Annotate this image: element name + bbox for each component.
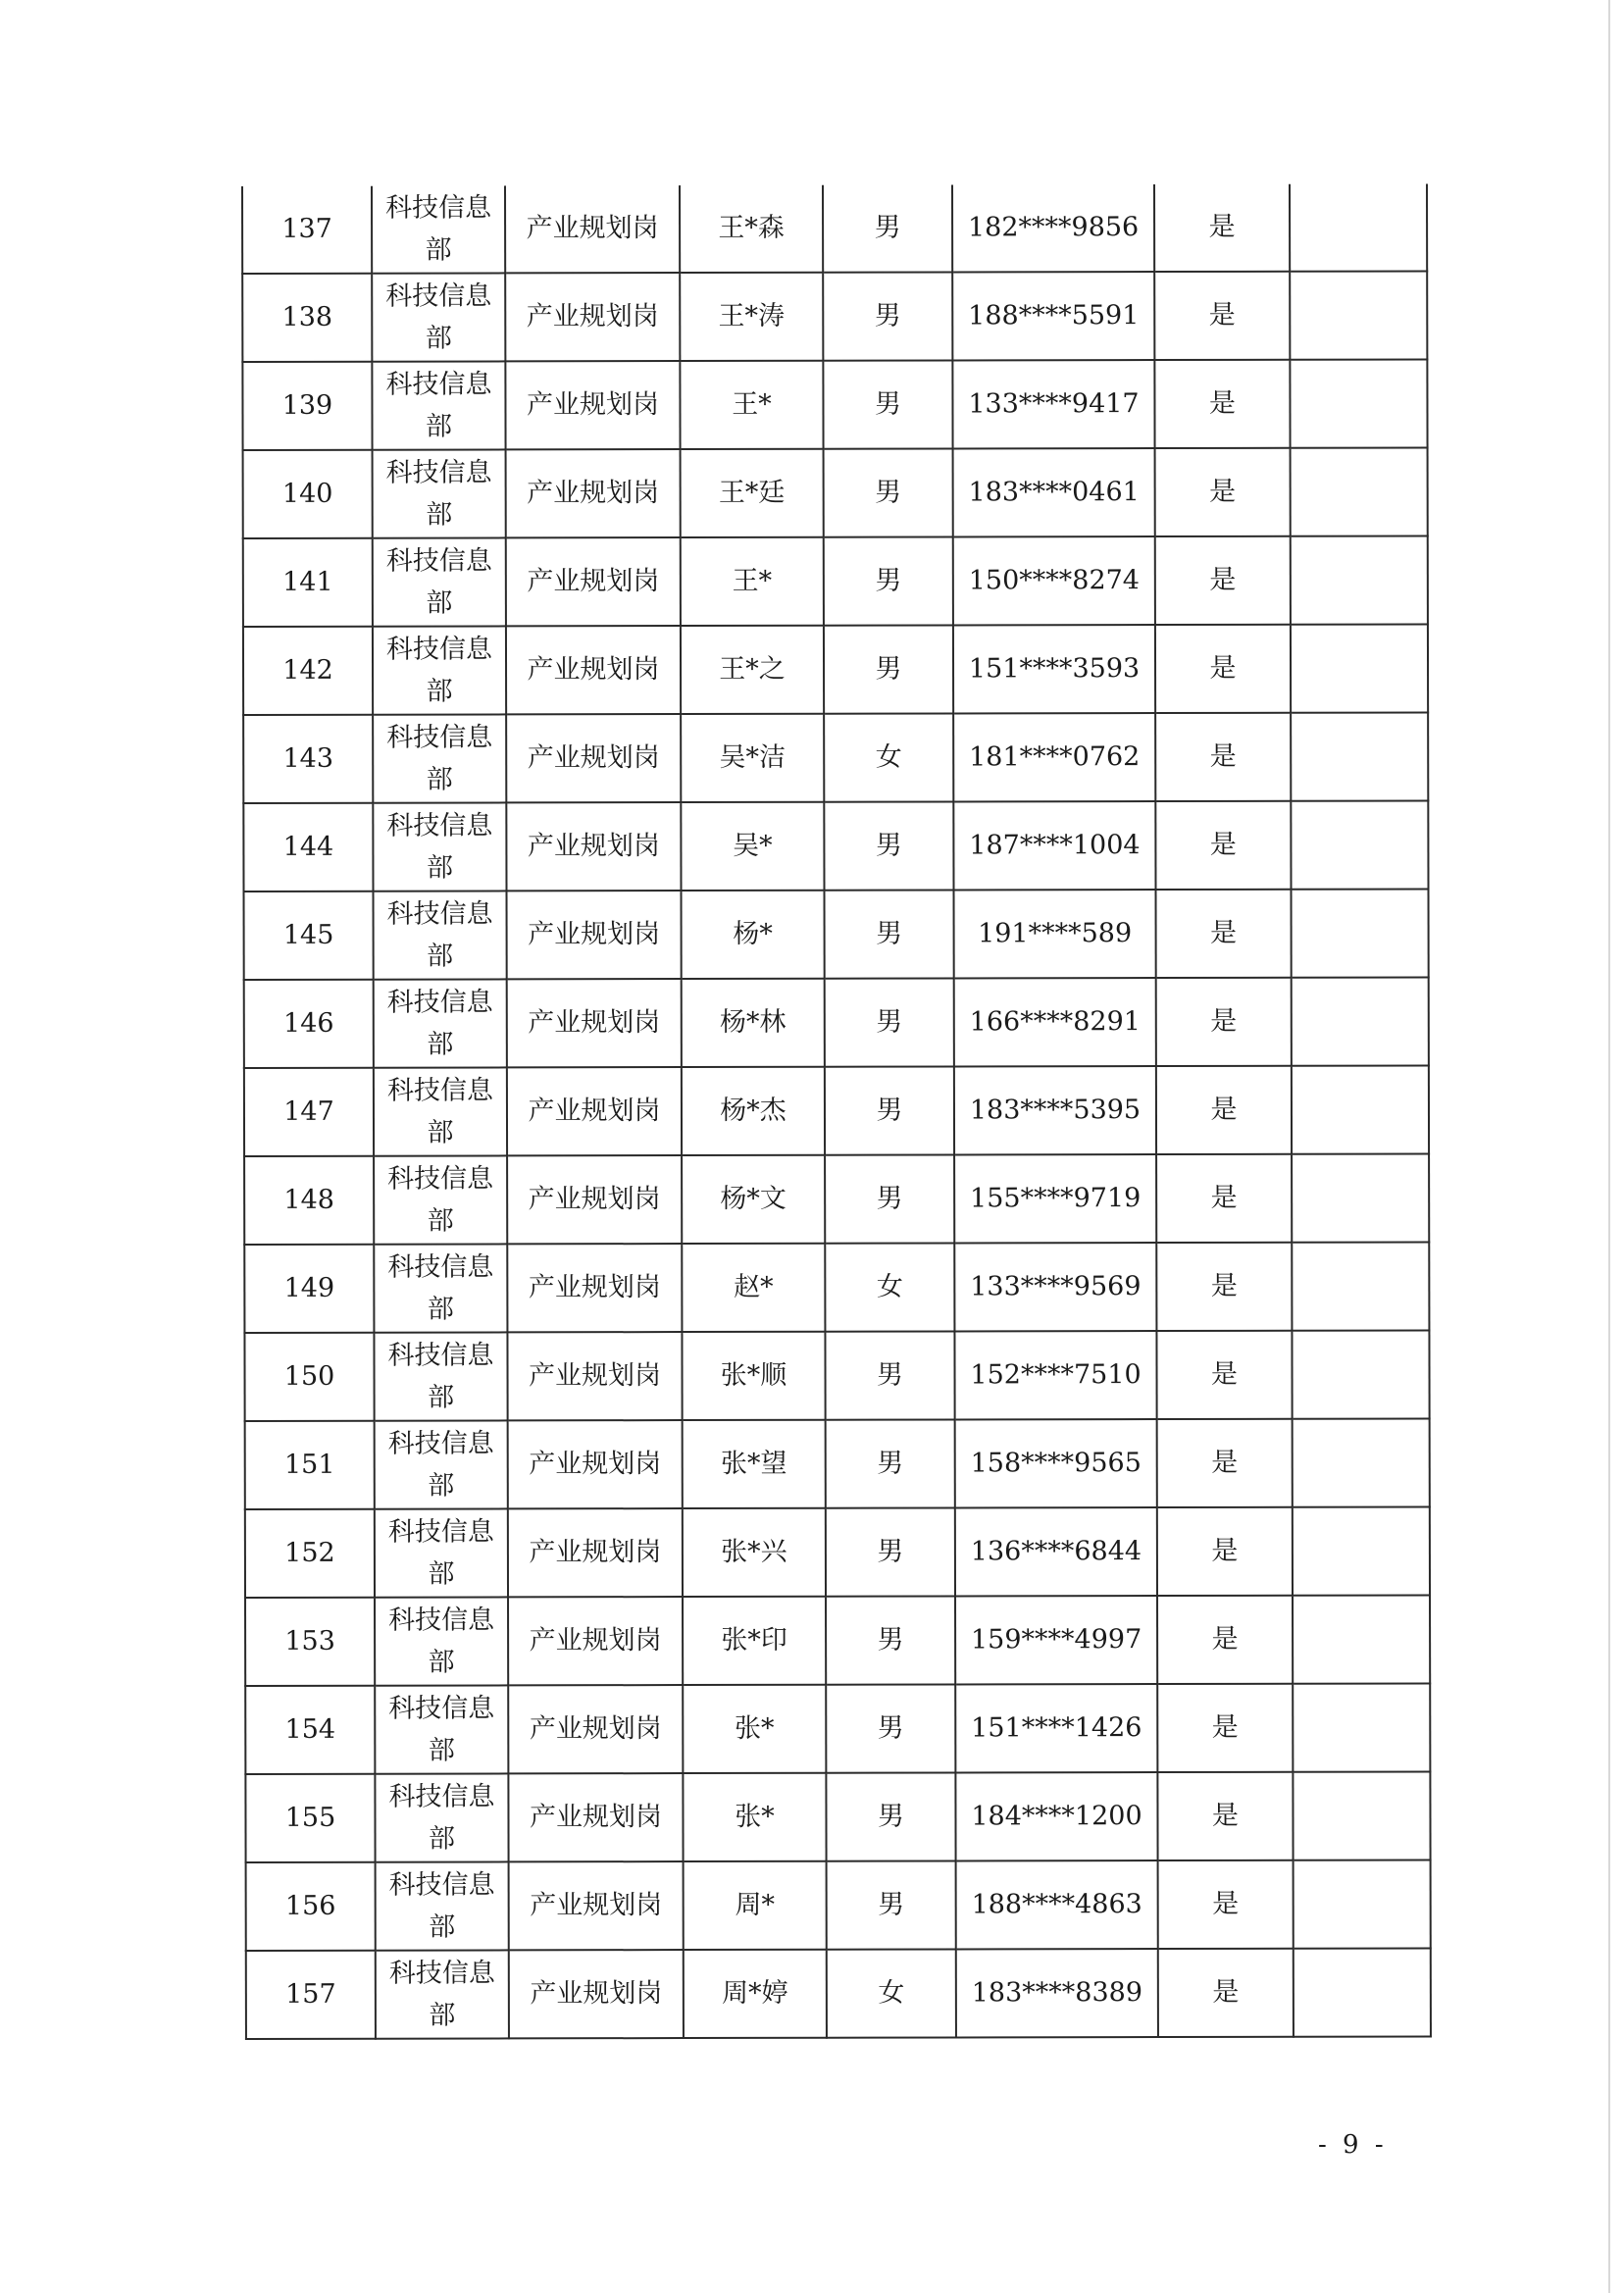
cell-position: 产业规划岗 xyxy=(507,1332,682,1420)
cell-gender: 男 xyxy=(823,184,952,272)
cell-department xyxy=(373,626,506,714)
table-row xyxy=(242,183,1427,274)
cell-name: 张* xyxy=(683,1685,826,1773)
cell-note xyxy=(1290,183,1427,271)
cell-department xyxy=(375,1508,508,1597)
cell-phone: 151****1426 xyxy=(955,1684,1157,1772)
table-row xyxy=(246,1948,1431,2039)
cell-note xyxy=(1291,535,1428,624)
cell-note xyxy=(1293,1506,1430,1595)
cell-note xyxy=(1290,271,1427,359)
cell-number: 141 xyxy=(243,538,373,627)
cell-phone: 155****9719 xyxy=(954,1154,1156,1243)
cell-name: 王* xyxy=(681,537,824,626)
cell-qualified: 是 xyxy=(1155,448,1291,536)
department-label: 科技信息部 xyxy=(386,1075,493,1148)
cell-gender: 男 xyxy=(824,625,953,713)
cell-qualified: 是 xyxy=(1156,978,1292,1066)
cell-note xyxy=(1290,359,1427,447)
cell-number: 146 xyxy=(244,980,374,1068)
cell-department xyxy=(375,1597,508,1685)
department-label: 科技信息部 xyxy=(388,1781,495,1855)
cell-position: 产业规划岗 xyxy=(507,891,682,979)
cell-gender: 男 xyxy=(826,1596,955,1684)
cell-note xyxy=(1291,447,1428,535)
table-row xyxy=(245,1506,1430,1598)
cell-note xyxy=(1292,1065,1429,1153)
cell-department xyxy=(373,449,506,537)
cell-gender: 男 xyxy=(825,1331,954,1419)
department-label: 科技信息部 xyxy=(385,634,493,707)
cell-gender: 男 xyxy=(826,1684,955,1772)
cell-gender: 女 xyxy=(824,713,953,801)
table-row xyxy=(246,1860,1431,1951)
cell-position: 产业规划岗 xyxy=(506,802,681,891)
cell-phone: 187****1004 xyxy=(953,801,1155,890)
cell-position: 产业规划岗 xyxy=(508,1508,683,1597)
cell-qualified: 是 xyxy=(1155,801,1291,890)
cell-name: 周*婷 xyxy=(684,1950,827,2038)
cell-note xyxy=(1291,712,1428,800)
cell-qualified: 是 xyxy=(1158,1860,1294,1949)
cell-department xyxy=(376,1950,509,2038)
cell-number: 140 xyxy=(243,450,373,538)
cell-number: 139 xyxy=(242,362,372,450)
cell-gender: 男 xyxy=(826,1772,955,1860)
cell-phone: 184****1200 xyxy=(955,1772,1157,1860)
cell-phone: 183****0461 xyxy=(953,448,1155,536)
cell-qualified: 是 xyxy=(1157,1684,1293,1772)
cell-number: 150 xyxy=(244,1333,374,1421)
cell-gender: 男 xyxy=(825,1154,954,1243)
cell-position: 产业规划岗 xyxy=(508,1597,683,1685)
cell-name: 杨*林 xyxy=(682,979,825,1067)
candidate-table-body xyxy=(242,183,1431,2039)
cell-phone: 188****5591 xyxy=(952,272,1154,360)
cell-name: 王* xyxy=(680,361,823,449)
cell-name: 杨*文 xyxy=(682,1155,825,1244)
cell-note xyxy=(1293,1595,1430,1683)
table-row xyxy=(243,447,1428,538)
table-row xyxy=(244,1330,1429,1421)
cell-note xyxy=(1292,1330,1429,1418)
cell-qualified: 是 xyxy=(1158,1949,1294,2037)
table-row xyxy=(242,359,1427,450)
cell-qualified: 是 xyxy=(1156,1154,1292,1243)
cell-number: 152 xyxy=(245,1509,375,1598)
department-label: 科技信息部 xyxy=(385,192,492,266)
cell-gender: 男 xyxy=(825,1066,954,1154)
cell-name: 王*廷 xyxy=(681,449,824,537)
cell-name: 张*印 xyxy=(683,1597,826,1685)
cell-number: 142 xyxy=(243,627,373,715)
page-number: - 9 - xyxy=(1318,2130,1388,2160)
department-label: 科技信息部 xyxy=(388,1605,495,1678)
cell-phone: 188****4863 xyxy=(956,1860,1158,1949)
cell-department xyxy=(375,1773,508,1861)
cell-note xyxy=(1293,1683,1430,1771)
cell-qualified: 是 xyxy=(1157,1507,1293,1596)
cell-name: 张*顺 xyxy=(682,1332,825,1420)
cell-position: 产业规划岗 xyxy=(505,273,680,361)
department-label: 科技信息部 xyxy=(385,280,492,354)
cell-department xyxy=(374,979,507,1067)
department-label: 科技信息部 xyxy=(387,1428,494,1502)
cell-phone: 158****9565 xyxy=(955,1419,1157,1507)
table-row xyxy=(244,1065,1429,1156)
cell-position: 产业规划岗 xyxy=(506,714,681,802)
cell-qualified: 是 xyxy=(1155,713,1291,801)
cell-name: 张*兴 xyxy=(683,1508,826,1597)
cell-qualified: 是 xyxy=(1156,890,1292,978)
cell-note xyxy=(1291,624,1428,712)
department-label: 科技信息部 xyxy=(385,369,492,442)
cell-gender: 男 xyxy=(823,272,952,360)
cell-department xyxy=(372,273,505,361)
department-label: 科技信息部 xyxy=(387,1516,494,1590)
cell-note xyxy=(1294,1948,1431,2036)
cell-position: 产业规划岗 xyxy=(507,1244,682,1332)
cell-phone: 159****4997 xyxy=(955,1596,1157,1684)
cell-name: 杨*杰 xyxy=(682,1067,825,1155)
cell-qualified: 是 xyxy=(1156,1066,1292,1154)
cell-number: 157 xyxy=(246,1951,376,2039)
scan-edge-line xyxy=(1608,0,1610,2293)
department-label: 科技信息部 xyxy=(386,722,493,795)
cell-number: 154 xyxy=(245,1686,375,1774)
cell-name: 张* xyxy=(683,1773,826,1861)
cell-note xyxy=(1292,977,1429,1065)
cell-gender: 男 xyxy=(823,360,952,448)
cell-position: 产业规划岗 xyxy=(507,979,682,1067)
cell-position: 产业规划岗 xyxy=(507,1155,682,1244)
cell-name: 赵* xyxy=(682,1244,825,1332)
table-row xyxy=(242,271,1427,362)
cell-position: 产业规划岗 xyxy=(508,1685,683,1773)
cell-qualified: 是 xyxy=(1157,1419,1293,1507)
cell-qualified: 是 xyxy=(1154,184,1290,272)
table-row xyxy=(245,1418,1430,1509)
table-row xyxy=(243,535,1428,627)
cell-name: 王*森 xyxy=(680,185,823,273)
cell-department xyxy=(375,1420,508,1508)
department-label: 科技信息部 xyxy=(386,898,493,972)
cell-position: 产业规划岗 xyxy=(509,1861,684,1950)
department-label: 科技信息部 xyxy=(385,457,492,531)
cell-position: 产业规划岗 xyxy=(508,1773,683,1861)
cell-phone: 136****6844 xyxy=(955,1507,1157,1596)
cell-number: 149 xyxy=(244,1245,374,1333)
department-label: 科技信息部 xyxy=(387,1163,494,1237)
cell-department xyxy=(373,714,506,802)
cell-gender: 男 xyxy=(824,801,953,890)
cell-department xyxy=(374,891,507,979)
cell-position: 产业规划岗 xyxy=(508,1420,683,1508)
candidate-table xyxy=(241,183,1432,2040)
cell-department xyxy=(374,1067,507,1155)
cell-name: 吴*洁 xyxy=(681,714,824,802)
table-row xyxy=(245,1595,1430,1686)
cell-number: 153 xyxy=(245,1598,375,1686)
cell-note xyxy=(1292,889,1429,977)
cell-phone: 183****5395 xyxy=(954,1066,1156,1154)
cell-number: 143 xyxy=(243,715,373,803)
cell-gender: 男 xyxy=(827,1860,956,1949)
cell-qualified: 是 xyxy=(1157,1772,1293,1860)
department-label: 科技信息部 xyxy=(386,987,493,1060)
cell-note xyxy=(1294,1860,1431,1948)
table-row xyxy=(244,977,1429,1068)
cell-department xyxy=(374,1244,507,1332)
cell-number: 151 xyxy=(245,1421,375,1509)
cell-position: 产业规划岗 xyxy=(507,1067,682,1155)
cell-gender: 男 xyxy=(826,1419,955,1507)
cell-note xyxy=(1292,1242,1429,1330)
department-label: 科技信息部 xyxy=(387,1251,494,1325)
cell-note xyxy=(1293,1771,1430,1860)
table-row xyxy=(244,1153,1429,1245)
cell-number: 137 xyxy=(242,186,372,274)
cell-gender: 男 xyxy=(826,1507,955,1596)
department-label: 科技信息部 xyxy=(388,1958,495,2031)
cell-department xyxy=(372,185,505,273)
cell-qualified: 是 xyxy=(1155,625,1291,713)
cell-position: 产业规划岗 xyxy=(509,1950,684,2038)
cell-qualified: 是 xyxy=(1155,536,1291,625)
cell-number: 155 xyxy=(245,1774,375,1862)
department-label: 科技信息部 xyxy=(388,1869,495,1943)
cell-phone: 150****8274 xyxy=(953,536,1155,625)
cell-department xyxy=(372,361,505,449)
cell-gender: 男 xyxy=(825,978,954,1066)
cell-number: 147 xyxy=(244,1068,374,1156)
cell-phone: 182****9856 xyxy=(952,184,1154,272)
cell-gender: 男 xyxy=(824,536,953,625)
table-row xyxy=(244,889,1429,980)
cell-phone: 183****8389 xyxy=(956,1949,1158,2037)
cell-gender: 女 xyxy=(825,1243,954,1331)
cell-gender: 女 xyxy=(827,1949,956,2037)
cell-name: 吴* xyxy=(681,802,824,891)
cell-note xyxy=(1291,800,1428,889)
cell-name: 王*涛 xyxy=(680,273,823,361)
cell-name: 王*之 xyxy=(681,626,824,714)
cell-department xyxy=(373,802,506,891)
table-row xyxy=(245,1771,1430,1862)
cell-number: 145 xyxy=(244,892,374,980)
cell-qualified: 是 xyxy=(1156,1331,1292,1419)
cell-position: 产业规划岗 xyxy=(505,361,680,449)
cell-phone: 133****9569 xyxy=(954,1243,1156,1331)
cell-name: 张*望 xyxy=(683,1420,826,1508)
department-label: 科技信息部 xyxy=(385,545,492,619)
cell-name: 周* xyxy=(684,1861,827,1950)
department-label: 科技信息部 xyxy=(388,1693,495,1766)
department-label: 科技信息部 xyxy=(387,1340,494,1413)
cell-number: 138 xyxy=(242,274,372,362)
cell-phone: 133****9417 xyxy=(952,360,1154,448)
table-row xyxy=(243,624,1428,715)
cell-number: 156 xyxy=(246,1862,376,1951)
cell-position: 产业规划岗 xyxy=(506,626,681,714)
cell-qualified: 是 xyxy=(1154,360,1290,448)
cell-phone: 151****3593 xyxy=(953,625,1155,713)
cell-position: 产业规划岗 xyxy=(505,185,680,273)
cell-department xyxy=(374,1332,507,1420)
table-row xyxy=(243,712,1428,803)
cell-department xyxy=(373,537,506,626)
cell-phone: 166****8291 xyxy=(954,978,1156,1066)
table-row xyxy=(243,800,1428,892)
cell-name: 杨* xyxy=(682,891,825,979)
cell-note xyxy=(1292,1153,1429,1242)
cell-phone: 152****7510 xyxy=(954,1331,1156,1419)
cell-department xyxy=(376,1861,509,1950)
cell-qualified: 是 xyxy=(1156,1243,1292,1331)
cell-phone: 191****589 xyxy=(954,890,1156,978)
table-row xyxy=(245,1683,1430,1774)
cell-phone: 181****0762 xyxy=(953,713,1155,801)
cell-qualified: 是 xyxy=(1154,272,1290,360)
department-label: 科技信息部 xyxy=(386,810,493,884)
cell-position: 产业规划岗 xyxy=(506,537,681,626)
cell-note xyxy=(1293,1418,1430,1506)
cell-qualified: 是 xyxy=(1157,1596,1293,1684)
cell-number: 148 xyxy=(244,1156,374,1245)
cell-position: 产业规划岗 xyxy=(506,449,681,537)
cell-number: 144 xyxy=(243,803,373,892)
cell-department xyxy=(375,1685,508,1773)
table-row xyxy=(244,1242,1429,1333)
cell-department xyxy=(374,1155,507,1244)
cell-gender: 男 xyxy=(824,448,953,536)
cell-gender: 男 xyxy=(825,890,954,978)
